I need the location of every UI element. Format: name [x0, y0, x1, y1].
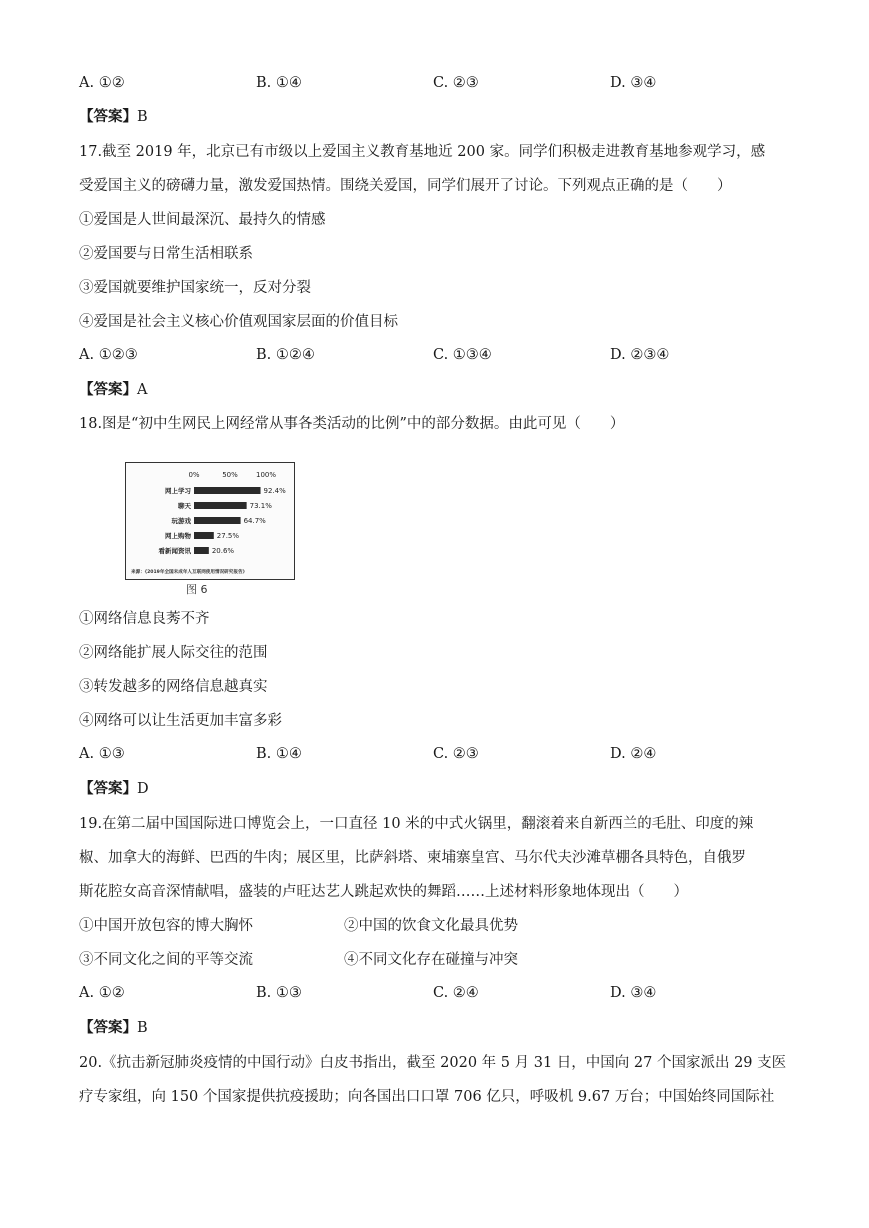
category-label: 聊天	[178, 502, 191, 510]
q17-option-a[interactable]: A. ①②③	[79, 347, 138, 363]
q19-statement-4: ④不同文化存在碰撞与冲突	[344, 952, 518, 968]
q19-stem-line3: 斯花腔女高音深情献唱，盛装的卢旺达艺人跳起欢快的舞蹈……上述材料形象地体现出（ ）	[79, 884, 688, 900]
bar	[194, 502, 247, 509]
q17-statement-4: ④爱国是社会主义核心价值观国家层面的价值目标	[79, 314, 398, 330]
q18-option-c[interactable]: C. ②③	[433, 746, 479, 762]
bar-value-label: 27.5%	[216, 532, 240, 540]
q18-options	[79, 744, 779, 764]
q17-statement-3: ③爱国就要维护国家统一，反对分裂	[79, 280, 311, 296]
q19-statement-3: ③不同文化之间的平等交流	[79, 952, 253, 968]
answer-label: 【答案】	[79, 381, 137, 398]
bar-chart	[126, 463, 294, 579]
answer-value: A	[137, 382, 148, 398]
bar	[194, 532, 214, 539]
q20-stem-line2: 疗专家组，向 150 个国家提供抗疫援助；向各国出口口罩 706 亿只，呼吸机 9.67 万台；中国始终同国际社	[79, 1089, 775, 1105]
bar-value-label: 64.7%	[243, 517, 266, 525]
q16-answer	[79, 107, 148, 127]
q18-statement-2: ②网络能扩展人际交往的范围	[79, 645, 268, 661]
answer-value: B	[137, 109, 148, 125]
q18-option-d[interactable]: D. ②④	[610, 746, 657, 762]
q18-statement-3: ③转发越多的网络信息越真实	[79, 679, 268, 695]
q17-statement-2: ②爱国要与日常生活相联系	[79, 246, 253, 262]
x-tick-label: 0%	[188, 471, 200, 479]
q19-option-a[interactable]: A. ①②	[79, 985, 125, 1001]
q17-stem-line2: 受爱国主义的磅礴力量，激发爱国热情。围绕关爱国，同学们展开了讨论。下列观点正确的是（ ）	[79, 178, 732, 194]
q18-option-b[interactable]: B. ①④	[256, 746, 302, 762]
bar-value-label: 92.4%	[263, 487, 286, 495]
q16-options	[79, 73, 779, 93]
q17-option-d[interactable]: D. ②③④	[610, 347, 670, 363]
answer-label: 【答案】	[79, 1019, 137, 1036]
q16-option-c[interactable]: C. ②③	[433, 75, 479, 91]
q19-options	[79, 983, 779, 1003]
chart-figure	[125, 462, 295, 580]
q17-statement-1: ①爱国是人世间最深沉、最持久的情感	[79, 212, 326, 228]
category-label: 网上购物	[165, 532, 191, 540]
category-label: 看新闻资讯	[158, 547, 191, 555]
q16-option-b[interactable]: B. ①④	[256, 75, 302, 91]
q19-option-c[interactable]: C. ②④	[433, 985, 479, 1001]
q18-stem: 18.图是“初中生网民上网经常从事各类活动的比例”中的部分数据。由此可见（ ）	[79, 416, 625, 432]
answer-value: B	[137, 1020, 148, 1036]
answer-value: D	[137, 781, 149, 797]
figure-caption: 图 6	[186, 583, 208, 596]
chart-source: 来源：《2019年全国未成年人互联网使用情况研究报告》	[131, 570, 248, 575]
q18-statement-4: ④网络可以让生活更加丰富多彩	[79, 713, 282, 729]
bar	[194, 547, 209, 554]
category-label: 网上学习	[165, 487, 191, 495]
q17-option-c[interactable]: C. ①③④	[433, 347, 492, 363]
q19-answer	[79, 1018, 148, 1038]
q17-option-b[interactable]: B. ①②④	[256, 347, 315, 363]
category-label: 玩游戏	[171, 517, 191, 525]
q19-option-b[interactable]: B. ①③	[256, 985, 302, 1001]
q19-stem-line1: 19.在第二届中国国际进口博览会上，一口直径 10 米的中式火锅里，翻滚着来自新西兰的毛肚、印度的辣	[79, 816, 754, 832]
q16-option-a[interactable]: A. ①②	[79, 75, 125, 91]
answer-label: 【答案】	[79, 108, 137, 125]
q17-answer	[79, 380, 147, 400]
q18-statement-1: ①网络信息良莠不齐	[79, 611, 210, 627]
q19-stem-line2: 椒、加拿大的海鲜、巴西的牛肉；展区里，比萨斜塔、柬埔寨皇宫、马尔代夫沙滩草棚各具特色，自俄罗	[79, 850, 746, 866]
q20-stem-line1: 20.《抗击新冠肺炎疫情的中国行动》白皮书指出，截至 2020 年 5 月 31 日，中国向 27 个国家派出 29 支医	[79, 1055, 787, 1071]
q17-options	[79, 345, 779, 365]
q19-statement-1: ①中国开放包容的博大胸怀	[79, 918, 253, 934]
q17-stem-line1: 17.截至 2019 年，北京已有市级以上爱国主义教育基地近 200 家。同学们积极走进教育基地参观学习，感	[79, 144, 766, 160]
q19-option-d[interactable]: D. ③④	[610, 985, 657, 1001]
x-tick-label: 50%	[222, 471, 238, 479]
bar-value-label: 73.1%	[249, 502, 272, 510]
answer-label: 【答案】	[79, 780, 137, 797]
bar	[194, 487, 261, 494]
q18-option-a[interactable]: A. ①③	[79, 746, 125, 762]
q16-option-d[interactable]: D. ③④	[610, 75, 657, 91]
bar-value-label: 20.6%	[211, 547, 235, 555]
bar	[194, 517, 241, 524]
q19-statements-row2	[79, 950, 779, 970]
q19-statements-row1	[79, 916, 779, 936]
x-tick-label: 100%	[255, 471, 277, 479]
q18-answer	[79, 779, 149, 799]
q19-statement-2: ②中国的饮食文化最具优势	[344, 918, 518, 934]
